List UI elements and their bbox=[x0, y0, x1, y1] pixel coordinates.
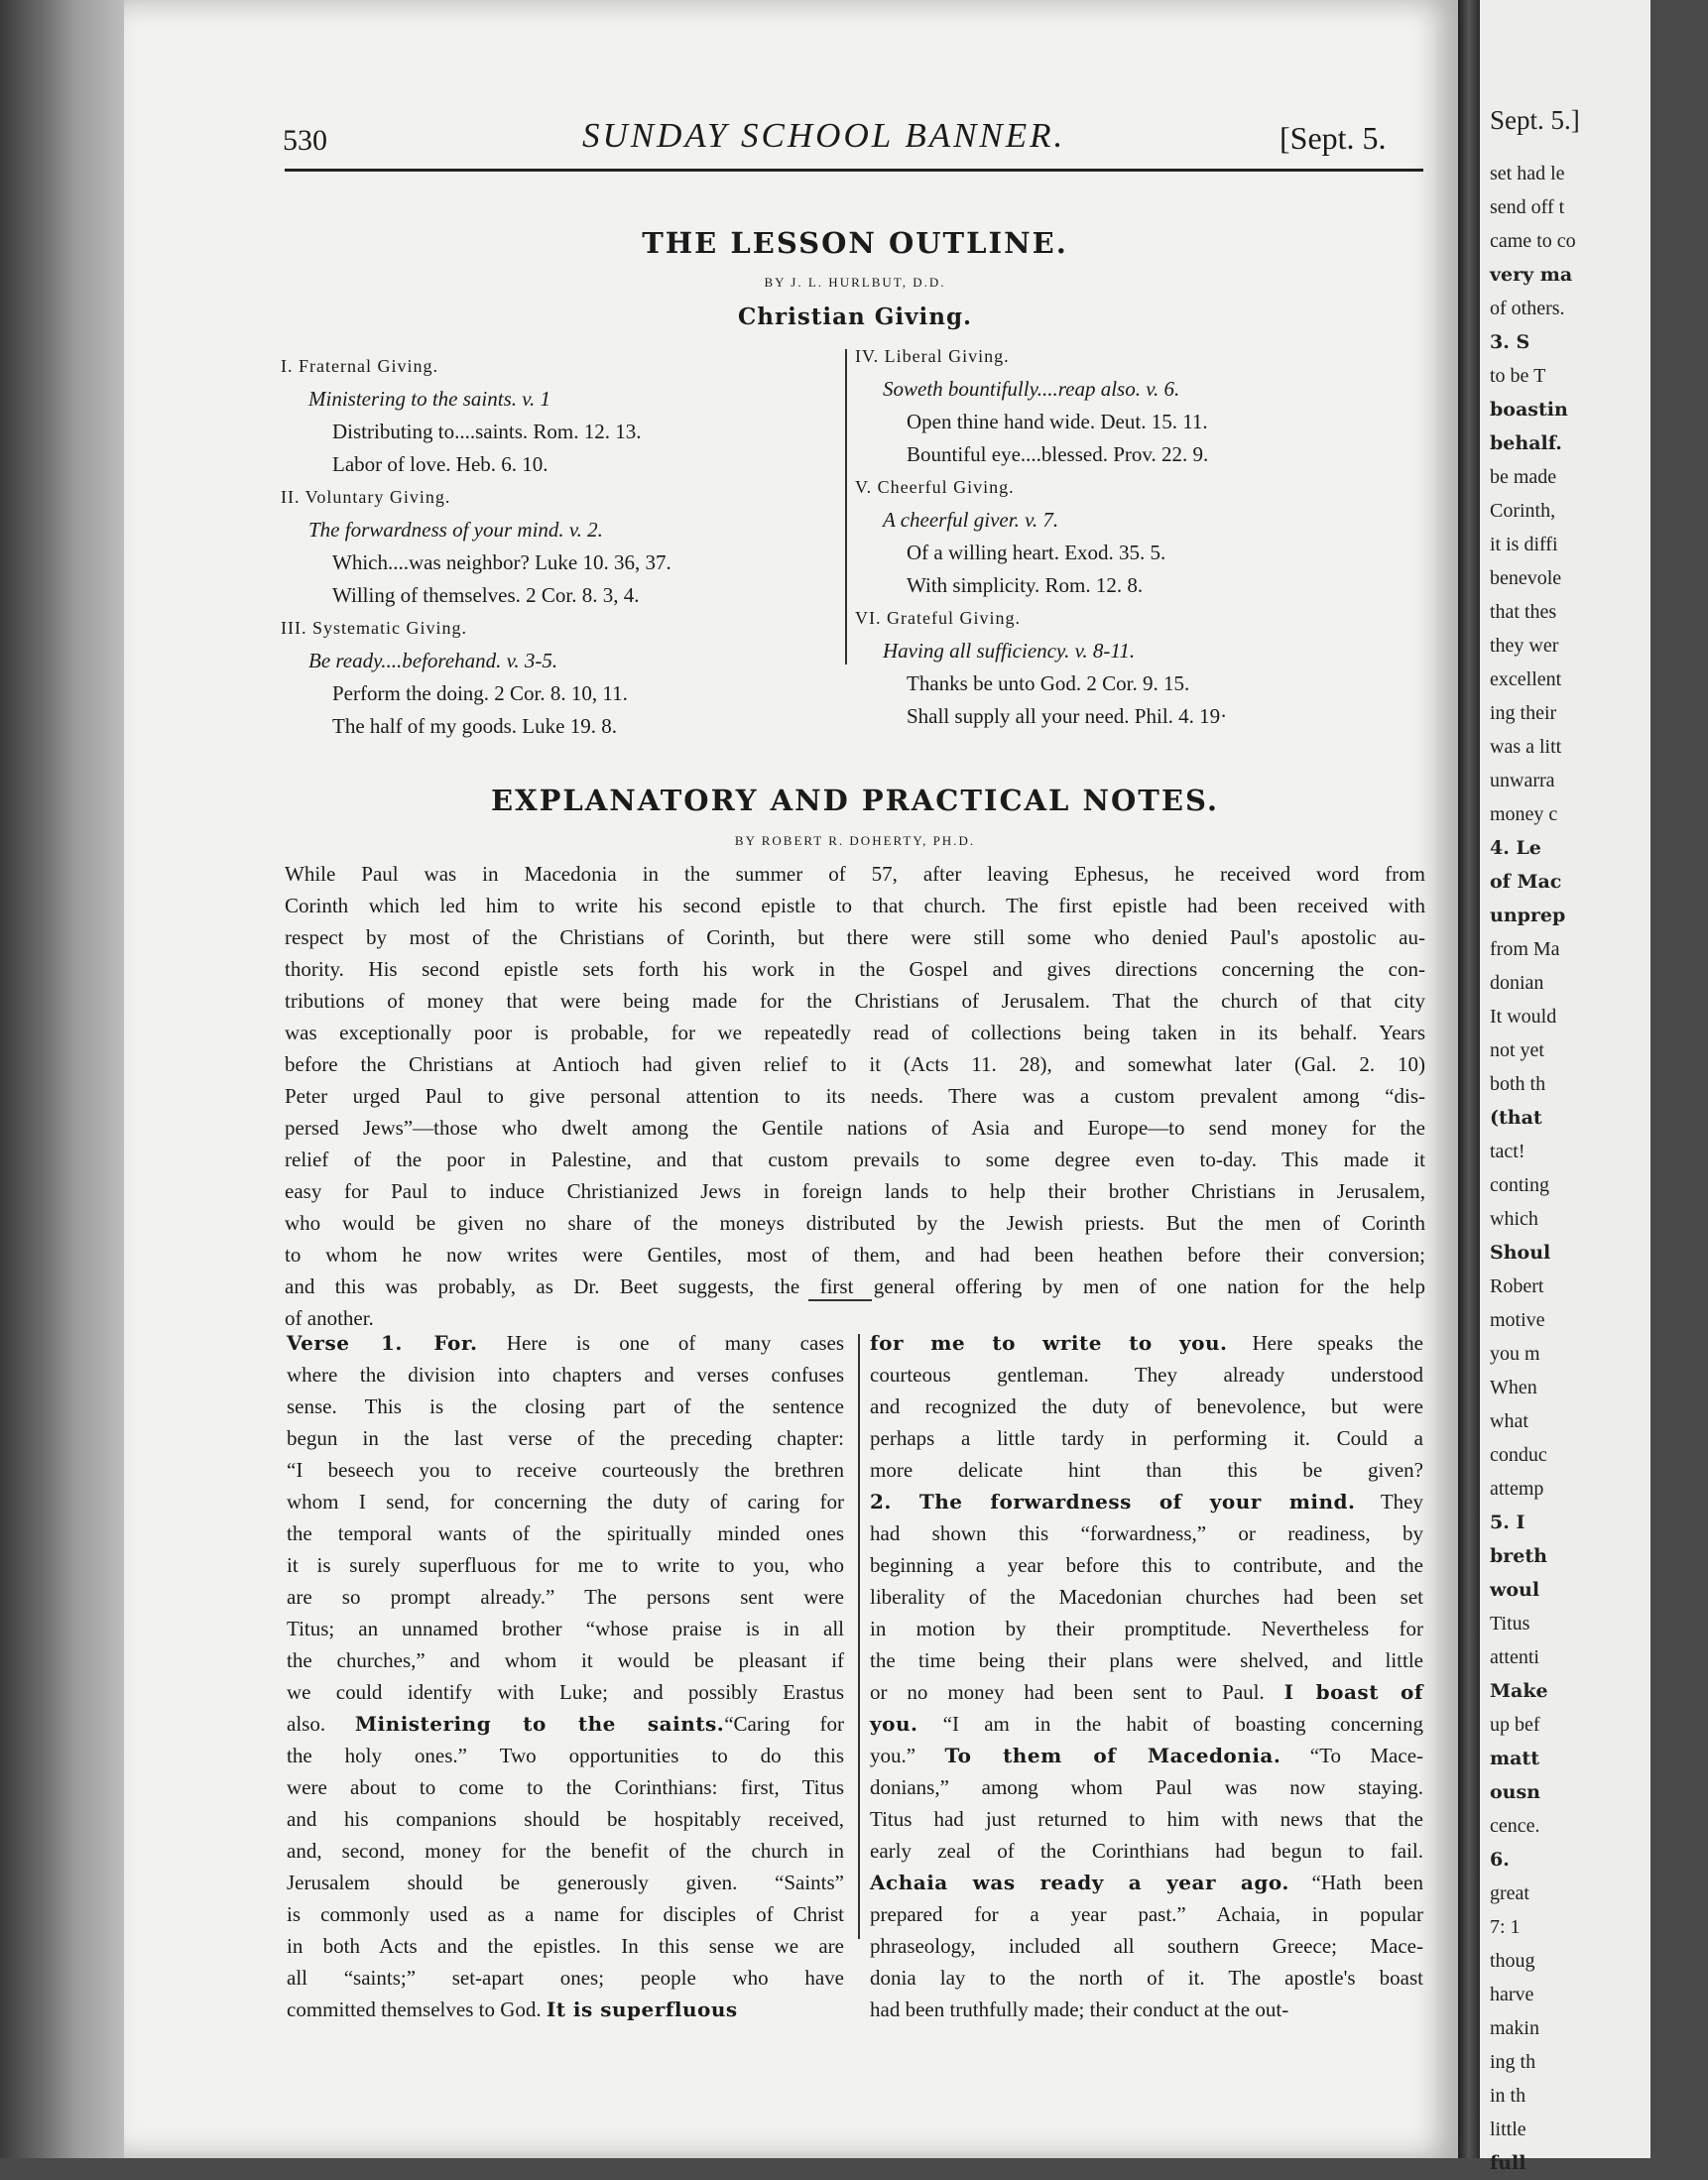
line-text: also. bbox=[287, 1712, 355, 1736]
facing-bold: Make bbox=[1490, 1680, 1548, 1702]
facing-line bbox=[1490, 764, 1708, 797]
paragraph-line: easy for Paul to induce Christianized Jews in foreign lands to help their brother Christians in Jerusalem, bbox=[285, 1179, 1425, 1203]
facing-line bbox=[1490, 1944, 1708, 1978]
outline-reference: Of a willing heart. Exod. 35. 5. bbox=[907, 541, 1166, 564]
line-text: the time being their plans were shelved, and little bbox=[870, 1648, 1423, 1672]
column-line bbox=[287, 1771, 844, 1803]
facing-line bbox=[1490, 1978, 1708, 2011]
verse-heading: Ministering to the saints. bbox=[354, 1712, 725, 1736]
verse-heading: Achaia was ready a year ago. bbox=[870, 1871, 1289, 1894]
line-text: the holy ones.” Two opportunities to do this bbox=[287, 1744, 844, 1767]
line-text: perhaps a little tardy in performing it. Could a bbox=[870, 1426, 1423, 1450]
facing-text: ing their bbox=[1490, 702, 1557, 724]
line-text: more delicate hint than this be given? bbox=[870, 1458, 1423, 1482]
facing-bold: 3. S bbox=[1490, 331, 1530, 353]
verse-heading: 2. The forwardness of your mind. bbox=[870, 1490, 1356, 1514]
line-text: the churches,” and whom it would be pleasant if bbox=[287, 1648, 844, 1672]
column-line bbox=[287, 1517, 844, 1549]
column-line bbox=[870, 1422, 1423, 1454]
book-spine-edge bbox=[0, 0, 124, 2158]
facing-line bbox=[1490, 292, 1708, 325]
facing-text: tact! bbox=[1490, 1141, 1525, 1162]
line-text: committed themselves to God. bbox=[287, 1998, 547, 2021]
facing-text: makin bbox=[1490, 2017, 1539, 2039]
facing-bold: Shoul bbox=[1490, 1242, 1551, 1264]
paragraph-line: tributions of money that were being made for the Christians of Jerusalem. That the church of that city bbox=[285, 989, 1425, 1013]
facing-line bbox=[1490, 1033, 1708, 1067]
notes-left-column bbox=[287, 1327, 844, 2025]
column-line bbox=[287, 1867, 844, 1898]
section-divider bbox=[808, 1299, 872, 1301]
column-line bbox=[870, 1359, 1423, 1391]
column-line bbox=[287, 1454, 844, 1486]
line-text: beginning a year before this to contribute, and the bbox=[870, 1553, 1423, 1577]
facing-line bbox=[1490, 1843, 1708, 1877]
facing-text: It would bbox=[1490, 1006, 1557, 1028]
line-text: phraseology, included all southern Greece; Mace- bbox=[870, 1934, 1423, 1958]
journal-title: SUNDAY SCHOOL BANNER. bbox=[582, 116, 1066, 155]
line-text: we could identify with Luke; and possibly Erastus bbox=[287, 1680, 844, 1704]
facing-line bbox=[1490, 2079, 1708, 2113]
facing-line bbox=[1490, 1472, 1708, 1506]
issue-date: [Sept. 5. bbox=[1280, 120, 1387, 156]
facing-line bbox=[1490, 595, 1708, 629]
column-line bbox=[287, 1359, 844, 1391]
facing-text: money c bbox=[1490, 803, 1558, 825]
outline-reference: Perform the doing. 2 Cor. 8. 10, 11. bbox=[332, 681, 628, 705]
facing-line bbox=[1490, 831, 1708, 865]
line-text: Titus; an unnamed brother “whose praise is in all bbox=[287, 1617, 844, 1640]
column-line bbox=[870, 1391, 1423, 1422]
line-text: all “saints;” set-apart ones; people who have bbox=[287, 1966, 844, 1990]
facing-line bbox=[1490, 2113, 1708, 2146]
facing-line bbox=[1490, 393, 1708, 426]
facing-bold: woul bbox=[1490, 1579, 1540, 1601]
line-text: donians,” among whom Paul was now staying. bbox=[870, 1775, 1423, 1799]
facing-text: what bbox=[1490, 1410, 1528, 1432]
column-line bbox=[287, 1740, 844, 1771]
facing-line bbox=[1490, 494, 1708, 528]
facing-line bbox=[1490, 1640, 1708, 1674]
facing-line bbox=[1490, 258, 1708, 292]
facing-bold: matt bbox=[1490, 1748, 1539, 1769]
outline-title: THE LESSON OUTLINE. bbox=[642, 226, 1068, 260]
facing-text: motive bbox=[1490, 1309, 1545, 1331]
column-line bbox=[870, 1613, 1423, 1644]
column-line bbox=[870, 1771, 1423, 1803]
facing-text: conduc bbox=[1490, 1444, 1547, 1466]
column-line bbox=[870, 1486, 1423, 1517]
facing-text: attemp bbox=[1490, 1478, 1544, 1500]
facing-text: up bef bbox=[1490, 1714, 1540, 1736]
outline-reference: The half of my goods. Luke 19. 8. bbox=[332, 714, 617, 738]
outline-subpoint: Soweth bountifully....reap also. v. 6. bbox=[883, 377, 1180, 401]
facing-line bbox=[1490, 2011, 1708, 2045]
verse-heading: To them of Macedonia. bbox=[944, 1744, 1281, 1767]
line-text: They bbox=[1355, 1490, 1423, 1514]
line-text: and, second, money for the benefit of the church in bbox=[287, 1839, 844, 1863]
facing-line bbox=[1490, 1303, 1708, 1337]
facing-text: When bbox=[1490, 1377, 1537, 1398]
facing-line bbox=[1490, 2146, 1708, 2180]
facing-text: send off t bbox=[1490, 196, 1565, 218]
column-line bbox=[870, 1962, 1423, 1994]
notes-byline: BY ROBERT R. DOHERTY, PH.D. bbox=[734, 833, 976, 848]
outline-reference: Willing of themselves. 2 Cor. 8. 3, 4. bbox=[332, 583, 640, 607]
column-line bbox=[870, 1835, 1423, 1867]
book-gutter bbox=[1458, 0, 1480, 2158]
line-text: “Hath been bbox=[1288, 1871, 1423, 1894]
facing-line bbox=[1490, 1438, 1708, 1472]
facing-bold: unprep bbox=[1490, 905, 1566, 926]
outline-byline: BY J. L. HURLBUT, D.D. bbox=[764, 275, 946, 290]
outline-subpoint: Ministering to the saints. v. 1 bbox=[308, 387, 551, 411]
facing-text: you m bbox=[1490, 1343, 1540, 1365]
facing-bold: boastin bbox=[1490, 399, 1568, 421]
line-text: the temporal wants of the spiritually minded ones bbox=[287, 1521, 844, 1545]
facing-text: great bbox=[1490, 1882, 1529, 1904]
facing-line bbox=[1490, 1168, 1708, 1202]
paragraph-line: and this was probably, as Dr. Beet suggests, the first general offering by men of one nation for the help bbox=[285, 1274, 1425, 1298]
verse-heading: for me to write to you. bbox=[870, 1331, 1228, 1355]
column-line bbox=[870, 1994, 1423, 2025]
facing-page-header: Sept. 5.] bbox=[1490, 105, 1580, 135]
column-line bbox=[287, 1486, 844, 1517]
facing-line bbox=[1490, 1000, 1708, 1033]
line-text: had shown this “forwardness,” or readiness, by bbox=[870, 1521, 1423, 1545]
paragraph-line: Peter urged Paul to give personal attention to its needs. There was a custom prevalent among “dis- bbox=[285, 1084, 1425, 1108]
line-text: whom I send, for concerning the duty of caring for bbox=[287, 1490, 844, 1514]
verse-heading: Verse 1. For. bbox=[287, 1331, 478, 1355]
facing-text: both th bbox=[1490, 1073, 1546, 1095]
line-text: Here is one of many cases bbox=[477, 1331, 844, 1355]
column-line bbox=[870, 1644, 1423, 1676]
outline-subpoint: Having all sufficiency. v. 8-11. bbox=[883, 639, 1136, 663]
facing-line bbox=[1490, 1371, 1708, 1404]
facing-line bbox=[1490, 1135, 1708, 1168]
facing-bold: (that bbox=[1490, 1107, 1542, 1129]
facing-text: be made bbox=[1490, 466, 1557, 488]
outline-reference: Bountiful eye....blessed. Prov. 22. 9. bbox=[907, 442, 1209, 466]
outline-left-column bbox=[281, 350, 671, 743]
verse-heading: I boast of bbox=[1283, 1680, 1424, 1704]
facing-line bbox=[1490, 696, 1708, 730]
facing-bold: breth bbox=[1490, 1545, 1547, 1567]
line-text: and recognized the duty of benevolence, but were bbox=[870, 1394, 1423, 1418]
facing-line bbox=[1490, 157, 1708, 190]
column-line bbox=[287, 1581, 844, 1613]
column-line bbox=[287, 1930, 844, 1962]
line-text: and his companions should be hospitably received, bbox=[287, 1807, 844, 1831]
line-text: Here speaks the bbox=[1227, 1331, 1423, 1355]
facing-text: Robert bbox=[1490, 1275, 1544, 1297]
line-text: prepared for a year past.” Achaia, in popular bbox=[870, 1902, 1423, 1926]
facing-line bbox=[1490, 966, 1708, 1000]
paragraph-line: respect by most of the Christians of Corinth, but there were still some who denied Paul's apostolic au- bbox=[285, 925, 1425, 949]
paragraph-line: before the Christians at Antioch had given relief to it (Acts 11. 28), and somewhat later (Gal. 2. 10) bbox=[285, 1052, 1425, 1076]
line-text: “To Mace- bbox=[1281, 1744, 1424, 1767]
facing-text: not yet bbox=[1490, 1039, 1544, 1061]
facing-text: benevole bbox=[1490, 567, 1562, 589]
facing-line bbox=[1490, 1270, 1708, 1303]
column-line bbox=[870, 1867, 1423, 1898]
facing-text: excellent bbox=[1490, 668, 1562, 690]
line-text: were about to come to the Corinthians: first, Titus bbox=[287, 1775, 844, 1799]
facing-line bbox=[1490, 2045, 1708, 2079]
facing-line bbox=[1490, 528, 1708, 561]
line-text: in motion by their promptitude. Nevertheless for bbox=[870, 1617, 1423, 1640]
facing-line bbox=[1490, 797, 1708, 831]
paragraph-line: of another. bbox=[285, 1306, 374, 1330]
line-text: had been truthfully made; their conduct at the out- bbox=[870, 1998, 1289, 2021]
paragraph-line: persed Jews”—those who dwelt among the Gentile nations of Asia and Europe—to send money for the bbox=[285, 1116, 1425, 1140]
facing-text: cence. bbox=[1490, 1815, 1540, 1837]
facing-text: came to co bbox=[1490, 230, 1576, 252]
facing-text: that thes bbox=[1490, 601, 1557, 623]
paragraph-line: who would be given no share of the moneys distributed by the Jewish priests. But the men of Corinth bbox=[285, 1211, 1425, 1235]
outline-reference: Labor of love. Heb. 6. 10. bbox=[332, 452, 549, 476]
facing-text: conting bbox=[1490, 1174, 1549, 1196]
facing-text: attenti bbox=[1490, 1646, 1539, 1668]
column-line bbox=[870, 1327, 1423, 1359]
column-line bbox=[287, 1422, 844, 1454]
facing-text: set had le bbox=[1490, 163, 1565, 184]
notes-right-column bbox=[870, 1327, 1423, 2025]
facing-line bbox=[1490, 1202, 1708, 1236]
outline-reference: Which....was neighbor? Luke 10. 36, 37. bbox=[332, 550, 671, 574]
outline-heading: V. Cheerful Giving. bbox=[855, 477, 1015, 497]
line-text: liberality of the Macedonian churches had been set bbox=[870, 1585, 1423, 1609]
facing-line bbox=[1490, 1067, 1708, 1101]
outline-right-column bbox=[855, 340, 1227, 733]
paragraph-line: was exceptionally poor is probable, for we repeatedly read of collections being taken in its behalf. Years bbox=[285, 1021, 1425, 1044]
outline-reference: Distributing to....saints. Rom. 12. 13. bbox=[332, 420, 642, 443]
column-divider bbox=[858, 1334, 860, 1939]
facing-line bbox=[1490, 1775, 1708, 1809]
column-line bbox=[870, 1740, 1423, 1771]
facing-text: to be T bbox=[1490, 365, 1546, 387]
notes-intro-paragraph bbox=[285, 858, 1425, 1334]
column-line bbox=[870, 1581, 1423, 1613]
facing-line bbox=[1490, 730, 1708, 764]
notes-title: EXPLANATORY AND PRACTICAL NOTES. bbox=[491, 784, 1219, 817]
facing-line bbox=[1490, 1607, 1708, 1640]
facing-text: 7: 1 bbox=[1490, 1916, 1521, 1938]
facing-line bbox=[1490, 325, 1708, 359]
outline-heading: II. Voluntary Giving. bbox=[281, 487, 451, 507]
facing-text: it is diffi bbox=[1490, 534, 1558, 555]
column-line bbox=[870, 1708, 1423, 1740]
facing-line bbox=[1490, 1506, 1708, 1539]
column-line bbox=[870, 1898, 1423, 1930]
facing-line bbox=[1490, 932, 1708, 966]
facing-text: little bbox=[1490, 2119, 1526, 2140]
column-line bbox=[287, 1708, 844, 1740]
facing-bold: behalf. bbox=[1490, 432, 1562, 454]
facing-text: Corinth, bbox=[1490, 500, 1556, 522]
facing-text: Titus bbox=[1490, 1613, 1530, 1635]
column-line bbox=[287, 1676, 844, 1708]
line-text: sense. This is the closing part of the sentence bbox=[287, 1394, 844, 1418]
facing-bold: full bbox=[1490, 2152, 1526, 2174]
column-line bbox=[287, 1644, 844, 1676]
outline-divider bbox=[845, 349, 847, 665]
facing-line bbox=[1490, 1809, 1708, 1843]
column-line bbox=[287, 1994, 844, 2025]
facing-bold: 5. I bbox=[1490, 1512, 1525, 1533]
line-text: early zeal of the Corinthians had begun to fail. bbox=[870, 1839, 1423, 1863]
verse-heading: It is superfluous bbox=[546, 1998, 738, 2021]
line-text: begun in the last verse of the preceding chapter: bbox=[287, 1426, 844, 1450]
facing-line bbox=[1490, 460, 1708, 494]
facing-text: in th bbox=[1490, 2085, 1526, 2107]
facing-line bbox=[1490, 1877, 1708, 1910]
outline-subpoint: The forwardness of your mind. v. 2. bbox=[308, 518, 603, 542]
facing-line bbox=[1490, 629, 1708, 663]
line-text: “Caring for bbox=[724, 1712, 845, 1736]
facing-line bbox=[1490, 899, 1708, 932]
facing-line bbox=[1490, 1539, 1708, 1573]
line-text: “I am in the habit of boasting concerning bbox=[917, 1712, 1423, 1736]
facing-text: harve bbox=[1490, 1984, 1534, 2005]
facing-line bbox=[1490, 865, 1708, 899]
column-line bbox=[870, 1454, 1423, 1486]
line-text: Titus had just returned to him with news that the bbox=[870, 1807, 1423, 1831]
line-text: donia lay to the north of it. The apostle's boast bbox=[870, 1966, 1423, 1990]
line-text: courteous gentleman. They already understood bbox=[870, 1363, 1423, 1387]
outline-subpoint: A cheerful giver. v. 7. bbox=[883, 508, 1059, 532]
facing-page bbox=[1480, 0, 1650, 2174]
facing-line bbox=[1490, 561, 1708, 595]
facing-line bbox=[1490, 1101, 1708, 1135]
column-line bbox=[287, 1613, 844, 1644]
paragraph-line: Corinth which led him to write his second epistle to that church. The first epistle had been received with bbox=[285, 894, 1425, 917]
column-line bbox=[287, 1549, 844, 1581]
facing-line bbox=[1490, 1573, 1708, 1607]
facing-text: from Ma bbox=[1490, 938, 1560, 960]
outline-heading: VI. Grateful Giving. bbox=[855, 608, 1021, 628]
line-text: are so prompt already.” The persons sent were bbox=[287, 1585, 844, 1609]
outline-subtitle: Christian Giving. bbox=[737, 303, 973, 330]
facing-text: unwarra bbox=[1490, 770, 1555, 791]
facing-text: was a litt bbox=[1490, 736, 1562, 758]
facing-bold: 6. bbox=[1490, 1849, 1510, 1871]
paragraph-line: relief of the poor in Palestine, and that custom prevails to some degree even to-day. This made it bbox=[285, 1148, 1425, 1171]
facing-line bbox=[1490, 359, 1708, 393]
column-line bbox=[870, 1676, 1423, 1708]
facing-line bbox=[1490, 190, 1708, 224]
facing-line bbox=[1490, 1337, 1708, 1371]
facing-bold: 4. Le bbox=[1490, 837, 1541, 859]
verse-heading: you. bbox=[870, 1712, 918, 1736]
paragraph-line: While Paul was in Macedonia in the summer of 57, after leaving Ephesus, he received word from bbox=[285, 862, 1425, 886]
facing-line bbox=[1490, 1708, 1708, 1742]
facing-line bbox=[1490, 1236, 1708, 1270]
outline-reference: Thanks be unto God. 2 Cor. 9. 15. bbox=[907, 671, 1190, 695]
facing-text: ing th bbox=[1490, 2051, 1536, 2073]
page-number: 530 bbox=[283, 124, 327, 157]
column-line bbox=[287, 1391, 844, 1422]
facing-text: which bbox=[1490, 1208, 1538, 1230]
line-text: Jerusalem should be generously given. “Saints” bbox=[287, 1871, 844, 1894]
facing-text: of others. bbox=[1490, 298, 1565, 319]
line-text: in both Acts and the epistles. In this sense we are bbox=[287, 1934, 844, 1958]
facing-text: they wer bbox=[1490, 635, 1559, 657]
facing-text: thoug bbox=[1490, 1950, 1535, 1972]
line-text: you.” bbox=[870, 1744, 945, 1767]
column-line bbox=[870, 1803, 1423, 1835]
paragraph-line: thority. His second epistle sets forth his work in the Gospel and gives directions concerning the con- bbox=[285, 957, 1425, 981]
outline-subpoint: Be ready....beforehand. v. 3-5. bbox=[308, 649, 558, 672]
column-line bbox=[870, 1930, 1423, 1962]
line-text: or no money had been sent to Paul. bbox=[870, 1680, 1284, 1704]
line-text: it is surely superfluous for me to write to you, who bbox=[287, 1553, 844, 1577]
outline-heading: IV. Liberal Giving. bbox=[855, 346, 1010, 366]
column-line bbox=[870, 1549, 1423, 1581]
line-text: “I beseech you to receive courteously the brethren bbox=[287, 1458, 844, 1482]
column-line bbox=[287, 1327, 844, 1359]
line-text: where the division into chapters and verses confuses bbox=[287, 1363, 844, 1387]
facing-page-text bbox=[1490, 103, 1708, 2180]
column-line bbox=[287, 1803, 844, 1835]
outline-heading: III. Systematic Giving. bbox=[281, 618, 467, 638]
column-line bbox=[287, 1898, 844, 1930]
column-line bbox=[870, 1517, 1423, 1549]
header-rule bbox=[285, 169, 1423, 172]
facing-text: donian bbox=[1490, 972, 1544, 994]
paragraph-line: to whom he now writes were Gentiles, most of them, and had been heathen before their conversion; bbox=[285, 1243, 1425, 1267]
facing-line bbox=[1490, 426, 1708, 460]
facing-line bbox=[1490, 663, 1708, 696]
outline-reference: Open thine hand wide. Deut. 15. 11. bbox=[907, 410, 1208, 433]
outline-heading: I. Fraternal Giving. bbox=[281, 356, 438, 376]
facing-bold: of Mac bbox=[1490, 871, 1562, 893]
facing-line bbox=[1490, 224, 1708, 258]
column-line bbox=[287, 1962, 844, 1994]
outline-reference: With simplicity. Rom. 12. 8. bbox=[907, 573, 1144, 597]
facing-bold: very ma bbox=[1490, 264, 1573, 286]
facing-bold: ousn bbox=[1490, 1781, 1540, 1803]
facing-line bbox=[1490, 1674, 1708, 1708]
facing-line bbox=[1490, 1404, 1708, 1438]
facing-line bbox=[1490, 1910, 1708, 1944]
facing-line bbox=[1490, 1742, 1708, 1775]
column-line bbox=[287, 1835, 844, 1867]
line-text: is commonly used as a name for disciples of Christ bbox=[287, 1902, 844, 1926]
outline-reference: Shall supply all your need. Phil. 4. 19· bbox=[907, 704, 1228, 728]
